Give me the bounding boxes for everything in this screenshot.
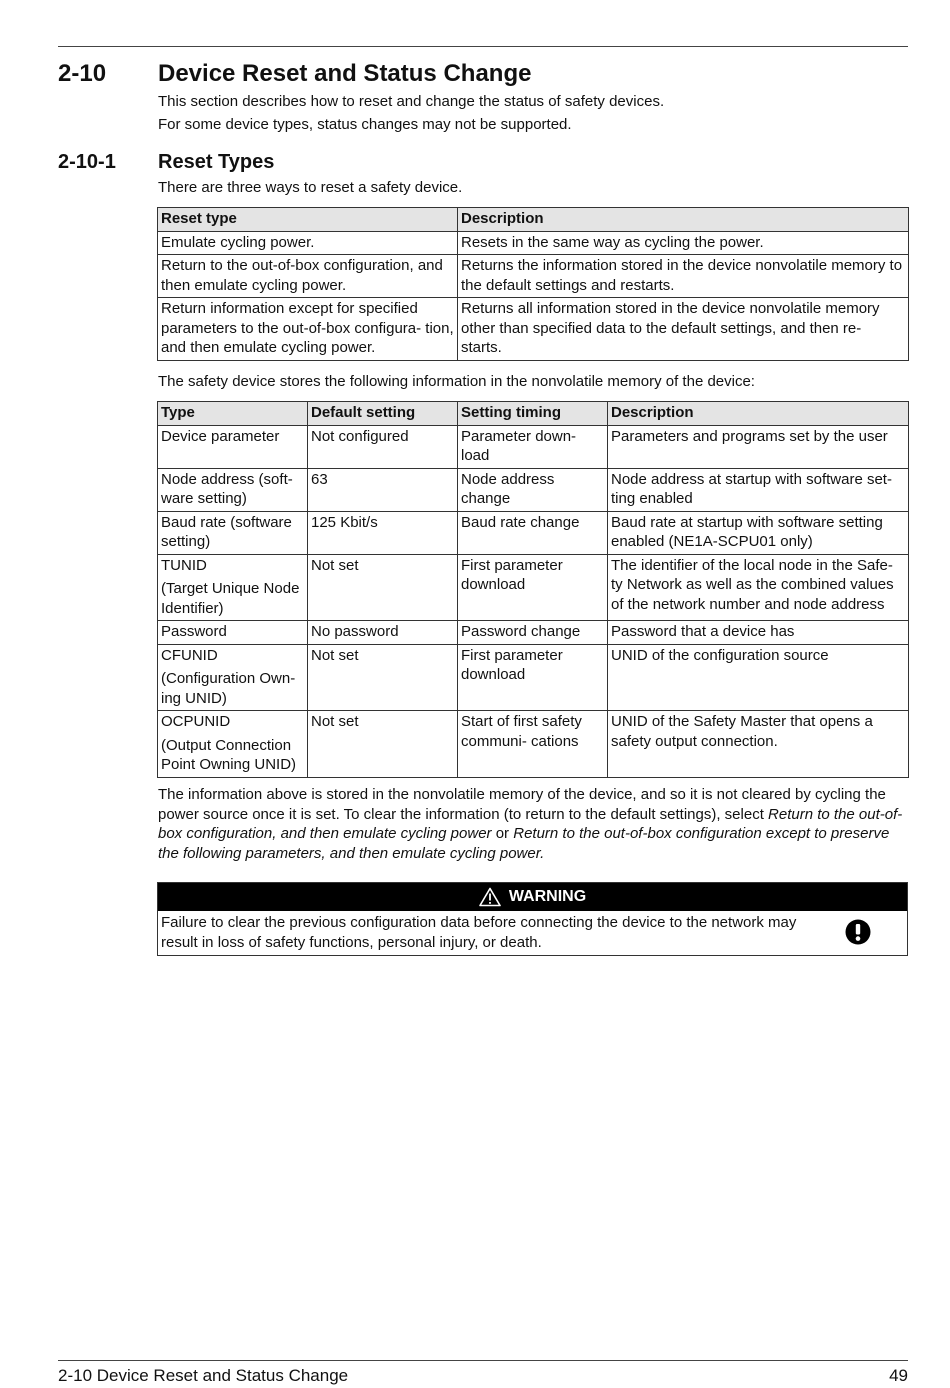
- type-label: OCPUNID: [161, 713, 231, 730]
- table-header-row: [158, 208, 909, 232]
- timing-cell: First parameter download: [458, 644, 608, 711]
- table-cell: Returns all information stored in the device nonvolatile memory other than specified data to the default settings, and then re- starts.: [458, 298, 909, 361]
- column-header: Type: [158, 402, 308, 426]
- default-cell: Not set: [308, 711, 458, 778]
- closing-text-1: The information above is stored in the nonvolatile memory of the device, and so it is not cleared by cycling the power source once it is set. To clear the information (to return to the default settings), select: [158, 786, 886, 823]
- timing-cell: Start of first safety communi- cations: [458, 711, 608, 778]
- table-row: [158, 255, 909, 298]
- subsection-title: Reset Types: [158, 151, 275, 173]
- type-label: Password: [161, 623, 227, 640]
- type-label: Device parameter: [161, 427, 280, 445]
- top-rule: [58, 46, 908, 47]
- type-sublabel: (Output Connection Point Owning UNID): [161, 736, 297, 773]
- warning-text: Failure to clear the previous configuration data before connecting the device to the network may result in loss of safety functions, personal injury, or death.: [161, 914, 797, 951]
- table-cell: Emulate cycling power.: [158, 231, 458, 255]
- closing-text-2: or: [491, 825, 514, 842]
- description-cell: Baud rate at startup with software setting enabled (NE1A-SCPU01 only): [608, 511, 909, 554]
- page-number: 49: [889, 1366, 908, 1385]
- exclamation-icon: [845, 919, 871, 945]
- default-cell: Not set: [308, 644, 458, 711]
- type-label: Baud rate (software setting): [161, 513, 292, 550]
- timing-cell: Baud rate change: [458, 511, 608, 554]
- description-cell: The identifier of the local node in the Safe- ty Network as well as the combined values of the network number and node address: [608, 554, 909, 621]
- timing-cell: Parameter down- load: [458, 425, 608, 468]
- section-title: Device Reset and Status Change: [158, 60, 532, 87]
- warning-triangle-icon: [479, 887, 501, 907]
- table-header-row: [158, 402, 909, 426]
- table-row: [158, 231, 909, 255]
- column-header: Description: [608, 402, 909, 426]
- section-intro-1: This section describes how to reset and change the status of safety devices.: [158, 93, 665, 110]
- type-cell: [158, 468, 308, 511]
- table-row: [158, 468, 909, 511]
- type-cell: [158, 554, 308, 621]
- table-row: [158, 711, 909, 778]
- column-header: Description: [458, 208, 909, 232]
- column-header: Reset type: [158, 208, 458, 232]
- description-cell: Node address at startup with software set- ting enabled: [608, 468, 909, 511]
- default-cell: 63: [308, 468, 458, 511]
- default-cell: Not set: [308, 554, 458, 621]
- timing-cell: Node address change: [458, 468, 608, 511]
- closing-paragraph: [158, 785, 910, 863]
- table-row: [158, 621, 909, 645]
- table-cell: Returns the information stored in the device nonvolatile memory to the default settings and restarts.: [458, 255, 909, 298]
- table-cell: Return to the out-of-box configuration, and then emulate cycling power.: [158, 255, 458, 298]
- memory-intro: The safety device stores the following information in the nonvolatile memory of the device:: [158, 373, 755, 390]
- warning-body: [158, 911, 907, 955]
- footer-rule: [58, 1360, 908, 1361]
- type-sublabel: (Configuration Own- ing UNID): [161, 670, 296, 707]
- section-number: 2-10: [58, 60, 107, 87]
- column-header: Setting timing: [458, 402, 608, 426]
- type-cell: [158, 644, 308, 711]
- subsection-intro: There are three ways to reset a safety device.: [158, 179, 463, 196]
- table-cell: Return information except for specified parameters to the out-of-box configura- tion, and then emulate cycling power.: [158, 298, 458, 361]
- description-cell: UNID of the configuration source: [608, 644, 909, 711]
- default-cell: No password: [308, 621, 458, 645]
- timing-cell: First parameter download: [458, 554, 608, 621]
- footer-title: 2-10 Device Reset and Status Change: [58, 1366, 349, 1385]
- table-row: [158, 511, 909, 554]
- table-row: [158, 298, 909, 361]
- type-label: Node address (soft- ware setting): [161, 470, 293, 507]
- type-cell: [158, 621, 308, 645]
- reset-type-table: [157, 207, 909, 361]
- timing-cell: Password change: [458, 621, 608, 645]
- default-cell: Not configured: [308, 425, 458, 468]
- closing-option-2: Return to the out-of-box configuration except to preserve the following parameters, and then emulate cycling power.: [158, 825, 890, 862]
- type-label: TUNID: [161, 556, 207, 574]
- warning-header: [158, 883, 907, 911]
- type-label: CFUNID: [161, 646, 218, 664]
- memory-table: [157, 401, 909, 778]
- subsection-number: 2-10-1: [58, 151, 116, 173]
- table-row: [158, 425, 909, 468]
- description-cell: Parameters and programs set by the user: [608, 425, 909, 468]
- description-cell: Password that a device has: [608, 621, 909, 645]
- table-row: [158, 554, 909, 621]
- warning-label: WARNING: [508, 888, 587, 905]
- type-cell: [158, 511, 308, 554]
- closing-option-1: Return to the out-of-box configuration, and then emulate cycling power: [158, 805, 903, 842]
- description-cell: UNID of the Safety Master that opens a safety output connection.: [608, 711, 909, 778]
- type-sublabel: (Target Unique Node Identifier): [161, 580, 300, 617]
- type-cell: [158, 425, 308, 468]
- section-intro-2: For some device types, status changes may not be supported.: [158, 116, 572, 133]
- type-cell: [158, 711, 308, 778]
- warning-box: [157, 882, 908, 956]
- default-cell: 125 Kbit/s: [308, 511, 458, 554]
- table-row: [158, 644, 909, 711]
- table-cell: Resets in the same way as cycling the power.: [458, 231, 909, 255]
- column-header: Default setting: [308, 402, 458, 426]
